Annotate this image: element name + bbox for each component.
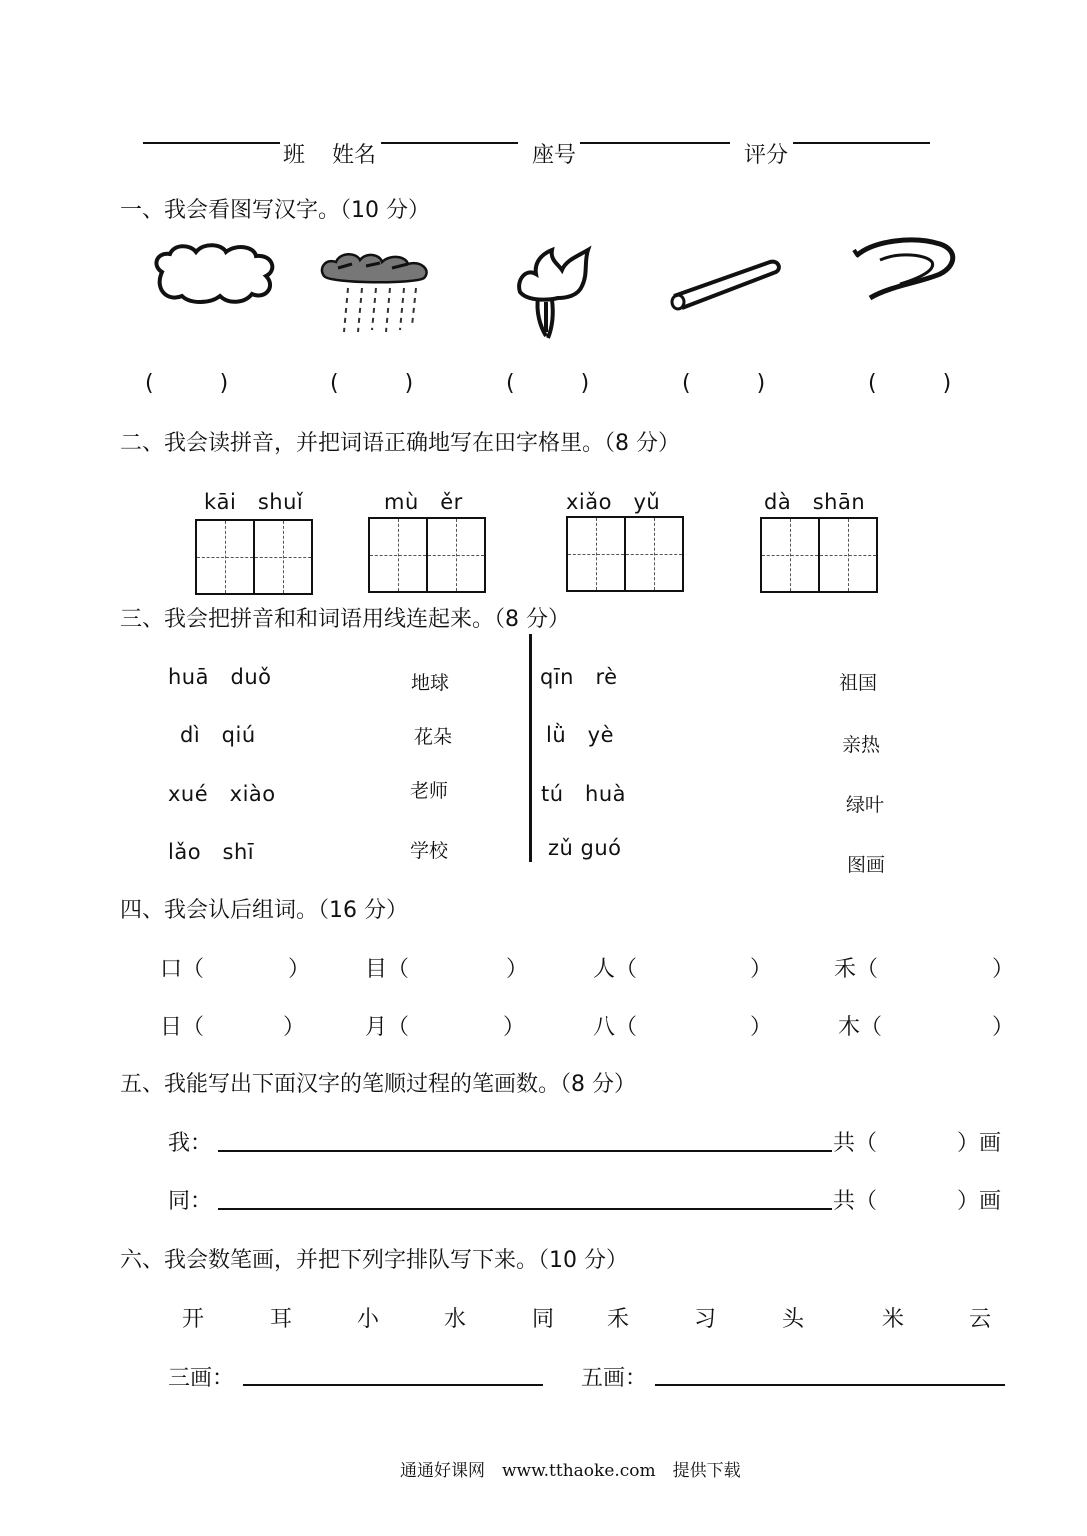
total-prefix: 共（ [833,1189,878,1214]
match-word-left-4[interactable]: 学校 [410,840,449,862]
stroke-order-line-tong[interactable] [218,1208,832,1210]
pinyin-4: dà shān [764,490,866,514]
pinyin-2: mù ěr [384,490,463,514]
class-blank[interactable] [143,142,280,144]
seat-label: 座号 [532,143,577,168]
section-1-title: 一、我会看图写汉字。（10 分） [120,198,430,223]
stroke-order-line-wo[interactable] [218,1150,832,1152]
match-word-right-4[interactable]: 图画 [847,854,886,876]
sort-char: 开 [182,1307,205,1332]
answer-paren-2[interactable]: ( ) [330,371,414,396]
score-label: 评分 [744,143,789,168]
section-5-title: 五、我能写出下面汉字的笔顺过程的笔画数。（8 分） [120,1072,636,1097]
answer-paren-3[interactable]: ( ) [506,371,590,396]
match-pinyin-right-2[interactable]: lǜ yè [546,723,614,747]
sort-char: 头 [782,1307,805,1332]
section-6-title: 六、我会数笔画，并把下列字排队写下来。（10 分） [120,1248,628,1273]
word-form-yue[interactable]: 月（ [365,1015,410,1040]
sort-char: 同 [532,1307,555,1332]
match-word-left-1[interactable]: 地球 [411,672,450,694]
stroke-char-wo: 我： [168,1131,213,1156]
word-form-ri[interactable]: 日（ [160,1015,205,1040]
sort-char: 水 [444,1307,467,1332]
match-pinyin-right-4[interactable]: zǔ guó [548,836,622,860]
tianzige-1[interactable] [195,519,313,595]
three-stroke-line[interactable] [243,1384,543,1386]
close-paren: ） [283,1015,306,1040]
pinyin-1: kāi shuǐ [204,490,304,514]
close-paren: ） [750,1015,773,1040]
cloud-icon [150,242,280,307]
word-form-mu-eye[interactable]: 目（ [365,957,410,982]
close-paren: ） [750,957,773,982]
five-stroke-label: 五画： [581,1366,648,1391]
stroke-char-tong: 同： [168,1189,213,1214]
answer-paren-4[interactable]: ( ) [682,371,766,396]
word-form-kou[interactable]: 口（ [160,957,205,982]
section-4-title: 四、我会认后组词。（16 分） [120,898,408,923]
close-paren: ） [992,957,1015,982]
section-3-title: 三、我会把拼音和和词语用线连起来。（8 分） [120,607,570,632]
match-pinyin-left-4[interactable]: lǎo shī [168,840,255,864]
close-paren: ） [992,1015,1015,1040]
total-suffix: ）画 [957,1189,1002,1214]
match-pinyin-right-3[interactable]: tú huà [541,782,627,806]
close-paren: ） [288,957,311,982]
stick-icon [666,256,786,316]
fire-icon [512,246,597,341]
close-paren: ） [506,957,529,982]
sort-char: 云 [969,1307,992,1332]
pinyin-3: xiǎo yǔ [566,490,661,514]
match-pinyin-left-2[interactable]: dì qiú [180,723,256,747]
sort-char: 禾 [607,1307,630,1332]
column-divider [529,634,532,862]
tianzige-2[interactable] [368,517,486,593]
name-blank[interactable] [381,142,518,144]
sort-char: 耳 [270,1307,293,1332]
match-word-left-2[interactable]: 花朵 [414,726,453,748]
class-label: 班 [283,143,306,168]
match-word-left-3[interactable]: 老师 [410,780,449,802]
sort-char: 小 [357,1307,380,1332]
word-form-ren[interactable]: 人（ [593,957,638,982]
five-stroke-line[interactable] [655,1384,1005,1386]
total-prefix: 共（ [833,1131,878,1156]
match-word-right-1[interactable]: 祖国 [839,672,878,694]
total-suffix: ）画 [957,1131,1002,1156]
tianzige-4[interactable] [760,517,878,593]
seat-blank[interactable] [580,142,730,144]
word-form-he[interactable]: 禾（ [834,957,879,982]
word-form-ba[interactable]: 八（ [593,1015,638,1040]
match-pinyin-left-3[interactable]: xué xiào [168,782,276,806]
tianzige-3[interactable] [566,516,684,592]
match-word-right-3[interactable]: 绿叶 [846,794,885,816]
three-stroke-label: 三画： [168,1366,235,1391]
rain-icon [318,250,438,335]
match-word-right-2[interactable]: 亲热 [842,734,881,756]
match-pinyin-left-1[interactable]: huā duǒ [168,665,272,689]
sort-char: 习 [694,1307,717,1332]
answer-paren-1[interactable]: ( ) [145,371,229,396]
sort-char: 米 [882,1307,905,1332]
footer-text: 通通好课网 www.tthaoke.com 提供下载 [400,1461,741,1481]
close-paren: ） [503,1015,526,1040]
word-form-mu-wood[interactable]: 木（ [838,1015,883,1040]
match-pinyin-right-1[interactable]: qīn rè [540,665,618,689]
answer-paren-5[interactable]: ( ) [868,371,952,396]
score-blank[interactable] [793,142,930,144]
name-label: 姓名 [332,143,377,168]
ear-icon [850,236,960,301]
section-2-title: 二、我会读拼音，并把词语正确地写在田字格里。（8 分） [120,431,680,456]
